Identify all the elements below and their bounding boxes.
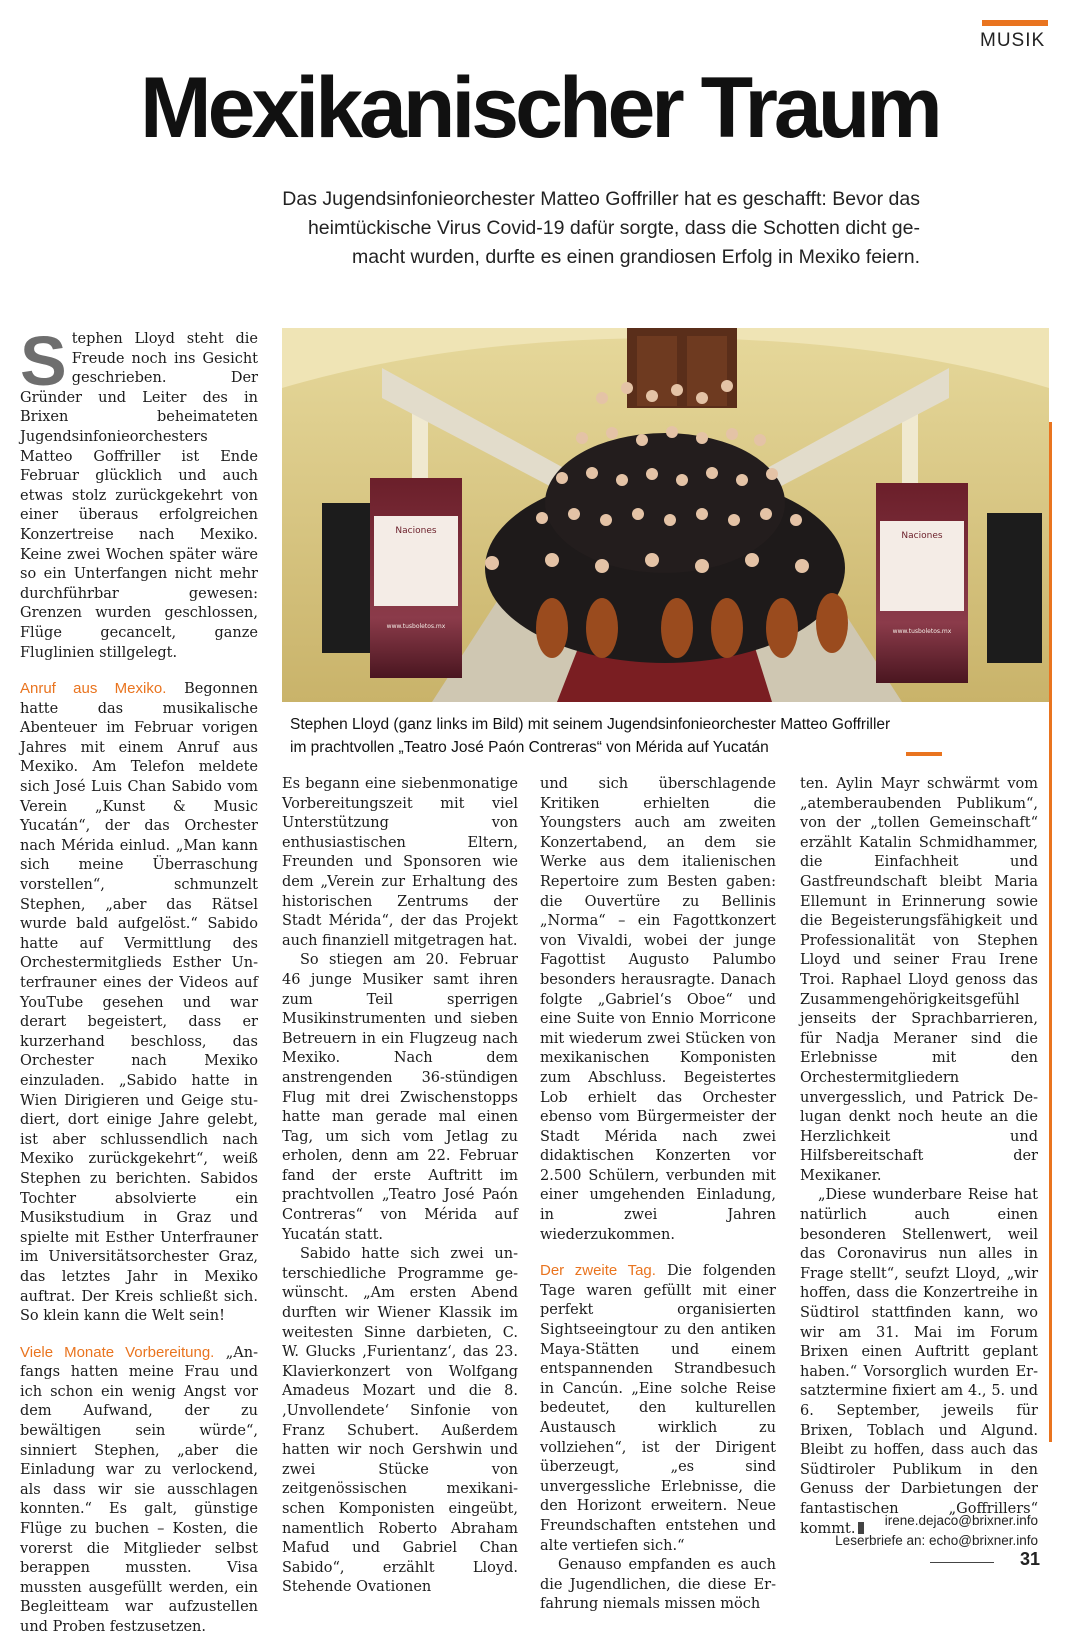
article-paragraph: Sabido hatte sich zwei unterschiedliche Programme gewünscht. „Am ersten Abend durften wir Wiener Klassik im weitesten Sinne darbieten, C. W. Glucks ‚Furientanz‘, das 23. Klavierkonzert von Wolfgang Amadeus Mozart und die 8. ‚Unvollendete‘ Sinfonie von Franz Schubert. Außerdem hatten wir noch Gershwin und zwei Stücke von zeitgenössischen mexikanischen Komponisten eingeübt, namentlich Roberto Abraham Mafud und Gabriel Chan Sabido“, erzählt Lloyd. Stehende Ovationen xyxy=(282,1246,518,1596)
article-column-4 xyxy=(800,775,1038,1539)
letters-to-editor[interactable]: Leserbriefe an: echo@brixner.info xyxy=(835,1533,1038,1548)
section-accent-bar xyxy=(982,20,1048,26)
subheading-vorbereitung: Viele Monate Vorbereitung. xyxy=(20,1343,215,1361)
caption-accent-bar xyxy=(906,752,942,756)
section-label: MUSIK xyxy=(980,30,1046,51)
article-paragraph: Die folgenden Tage waren gefüllt mit einer perfekt organisierten Sightseeingtour zu den antiken Maya-Stätten und einem entspannenden Strandbesuch in Cancún. „Eine solche Reise bedeutet, den kulturellen Austausch wirklich zu vollziehen“, ist der Dirigent überzeugt, „es sind unvergessliche Erlebnisse, die den Horizont erweitern. Neue Freundschaften entstehen und alte vertiefen sich.“ xyxy=(540,1263,776,1554)
article-paragraph: Es begann eine siebenmonatige Vorbereitungszeit mit viel Unterstützung von enthusiastischen Eltern, Freunden und Sponsoren wie dem „Verein zur Erhaltung des historischen Zentrums der Stadt Mérida“, der das Projekt auch finanziell mitgetragen hat. xyxy=(282,776,518,949)
article-paragraph: So stiegen am 20. Februar 46 junge Musiker samt ihren zum Teil sperrigen Musikinstrumenten und sieben Betreuern in ein Flugzeug nach Mexiko. Nach dem anstrengenden 36-stündigen Flug mit drei Zwischenstopps hatte man gerade mal einen Tag, um sich vom Jetlag zu erholen, denn am 22. Februar fand der erste Auftritt im prachtvollen „Teatro José Paón Contreras“ von Mérida auf Yucatán statt. xyxy=(282,952,518,1243)
subheading-zweiter-tag: Der zweite Tag. xyxy=(540,1262,656,1280)
side-accent-rule xyxy=(1049,422,1052,1442)
article-paragraph: und sich überschlagende Kritiken erhielten die Youngsters auch am zweiten Konzertabend, an dem sie Werke aus dem italienischen Repertoire zum Besten gaben: die Ouvertüre zu Bellinis „Norma“ – ein Fagottkonzert von Vivaldi, wobei der junge Fagottist Augusto Palumbo besonders herausragte. Danach folgte „Gabriel‘s Oboe“ und eine Suite von Ennio Morricone mit wiederum zwei Stücken von mexikanischen Komponisten zum Abschluss. Begeistertes Lob erhielt das Orchester ebenso vom Bürgermeister der Stadt Mérida nach zwei didaktischen Konzerten vor 2.500 Schülern, verbunden mit einer umgehenden Einladung, in zwei Jahren wiederzukommen. xyxy=(540,776,776,1243)
banner-right-url: www.tusboletos.mx xyxy=(892,628,952,635)
footer-rule xyxy=(930,1562,994,1563)
banner-right-title: Naciones xyxy=(901,531,943,541)
drop-cap: S xyxy=(20,322,67,400)
article-column-3 xyxy=(540,775,776,1615)
subheading-anruf: Anruf aus Mexiko. xyxy=(20,680,167,698)
article-paragraph: „Diese wunderbare Reise hat natürlich auch einen besonderen Stellenwert, weil das Coronavirus nun alles in Frage stellt“, seufzt Lloyd, „wir hoffen, dass die Konzertreihe in Südtirol stattfinden kann, wo wir am 31. Mai im Forum Brixen einen Auftritt geplant haben.“ Vorsorglich wurden Ersatztermine fixiert am 4., 5. und 6. September, jeweils für Brixen, Toblach und Algund. Bleibt zu hoffen, dass auch das Südtiroler Publikum in den Genuss der Darbietungen der fantastischen „Goffrillers“ kommt. xyxy=(800,1187,1038,1537)
photo-caption: Stephen Lloyd (ganz links im Bild) mit seinem Jugendsinfonieorchester Matteo Goffriller im prachtvollen „Teatro José Paón Contreras“ von Mérida auf Yucatán xyxy=(290,716,891,756)
article-paragraph: „Anfangs hatten meine Frau und ich schon ein wenig Angst vor dem Aufwand, der zu bewältigen sein würde“, sinniert Stephen, „aber die Einladung war zu verlockend, als dass wir sie ausschlagen konnten.“ Es galt, günstige Flüge zu buchen – Kosten, die vorerst die Mitglieder selbst berappen mussten. Visa mussten ausgefüllt werden, ein Begleitteam war aufzustellen und Proben festzusetzen. xyxy=(20,1344,258,1635)
banner-left-url: www.tusboletos.mx xyxy=(386,623,446,630)
lead-paragraph: Das Jugendsinfonieorchester Matteo Goffriller hat es geschafft: Bevor das heimtückische Virus Covid-19 dafür sorgte, dass die Schotten dicht ge-macht wurden, durfte es einen grandiosen Erfolg in Mexiko feiern. xyxy=(282,188,920,268)
article-paragraph: Begonnen hatte das musikalische Abenteuer im Februar vorigen Jahres mit einem Anruf aus Mexiko. Am Telefon meldete sich José Luis Chan Sabido vom Verein „Kunst & Music Yucatán“, der das Orchester nach Mérida einlud. „Man kann sich meine Überraschung vorstellen“, schmunzelt Stephen, „aber das Rätsel wurde bald aufgelöst.“ Sabido hatte auf Vermittlung des Orchestermitglieds Esther Unterfrauner eines der Videos auf YouTube gesehen und war derart begeistert, dass er kurzerhand beschloss, das Orchester nach Mexiko einzuladen. „Sabido hatte in Wien Dirigieren und Geige studiert, dort einige Jahre gelebt, ist aber schlussendlich nach Mexiko zurückgekehrt“, weiß Stephen zu berichten. Sabidos Tochter absolvierte ein Musikstudium in Graz und spielte mit Esther Unterfrauner im Universitätsorchester Graz, das letztes Jahr in Mexiko auftrat. Der Kreis schließt sich. So klein kann die Welt sein! xyxy=(20,681,258,1325)
orchestra-photo xyxy=(282,328,1049,702)
page-number: 31 xyxy=(1020,1549,1041,1569)
article-column-2 xyxy=(282,775,518,1598)
article-paragraph: Genauso empfanden es auch die Jugendlichen, die diese Erfahrung niemals missen möch xyxy=(540,1557,776,1613)
article-paragraph: tephen Lloyd steht die Freude noch ins Gesicht geschrieben. Der Gründer und Leiter des in Brixen beheimateten Jugendsinfonieorchesters Matteo Goffriller ist Ende Februar glücklich und auch etwas stolz zurückgekehrt von einer überaus erfolgreichen Konzertreise nach Mexiko. Keine zwei Wochen später wäre so ein Unterfangen nicht mehr durchführbar gewesen: Grenzen wurden geschlossen, Flüge gecancelt, ganze Fluglinien stillgelegt. xyxy=(20,331,258,661)
article-paragraph: ten. Aylin Mayr schwärmt vom „atemberaubenden Publikum“, von der „tollen Gemeinschaft“ erzählt Katalin Schmidhammer, die Einfachheit und Gastfreundschaft bleibt Maria Ellemunt in Erinnerung sowie die Begeisterungsfähigkeit und Professionalität von Stephen Lloyd und seiner Frau Irene Troi. Raphael Lloyd genoss das Zusammengehörigkeitsgefühl jenseits der Sprachbarrieren, für Nadja Meraner sind die Erlebnisse mit den Orchestermitgliedern unvergesslich, und Patrick Delugan denkt noch heute an die Herzlichkeit und Hilfsbereitschaft der Mexikaner. xyxy=(800,776,1038,1184)
banner-left-title: Naciones xyxy=(395,526,437,536)
article-column-1 xyxy=(20,322,258,1638)
headline: Mexikanischer Traum xyxy=(140,60,939,156)
author-email[interactable]: irene.dejaco@brixner.info xyxy=(884,1513,1038,1528)
